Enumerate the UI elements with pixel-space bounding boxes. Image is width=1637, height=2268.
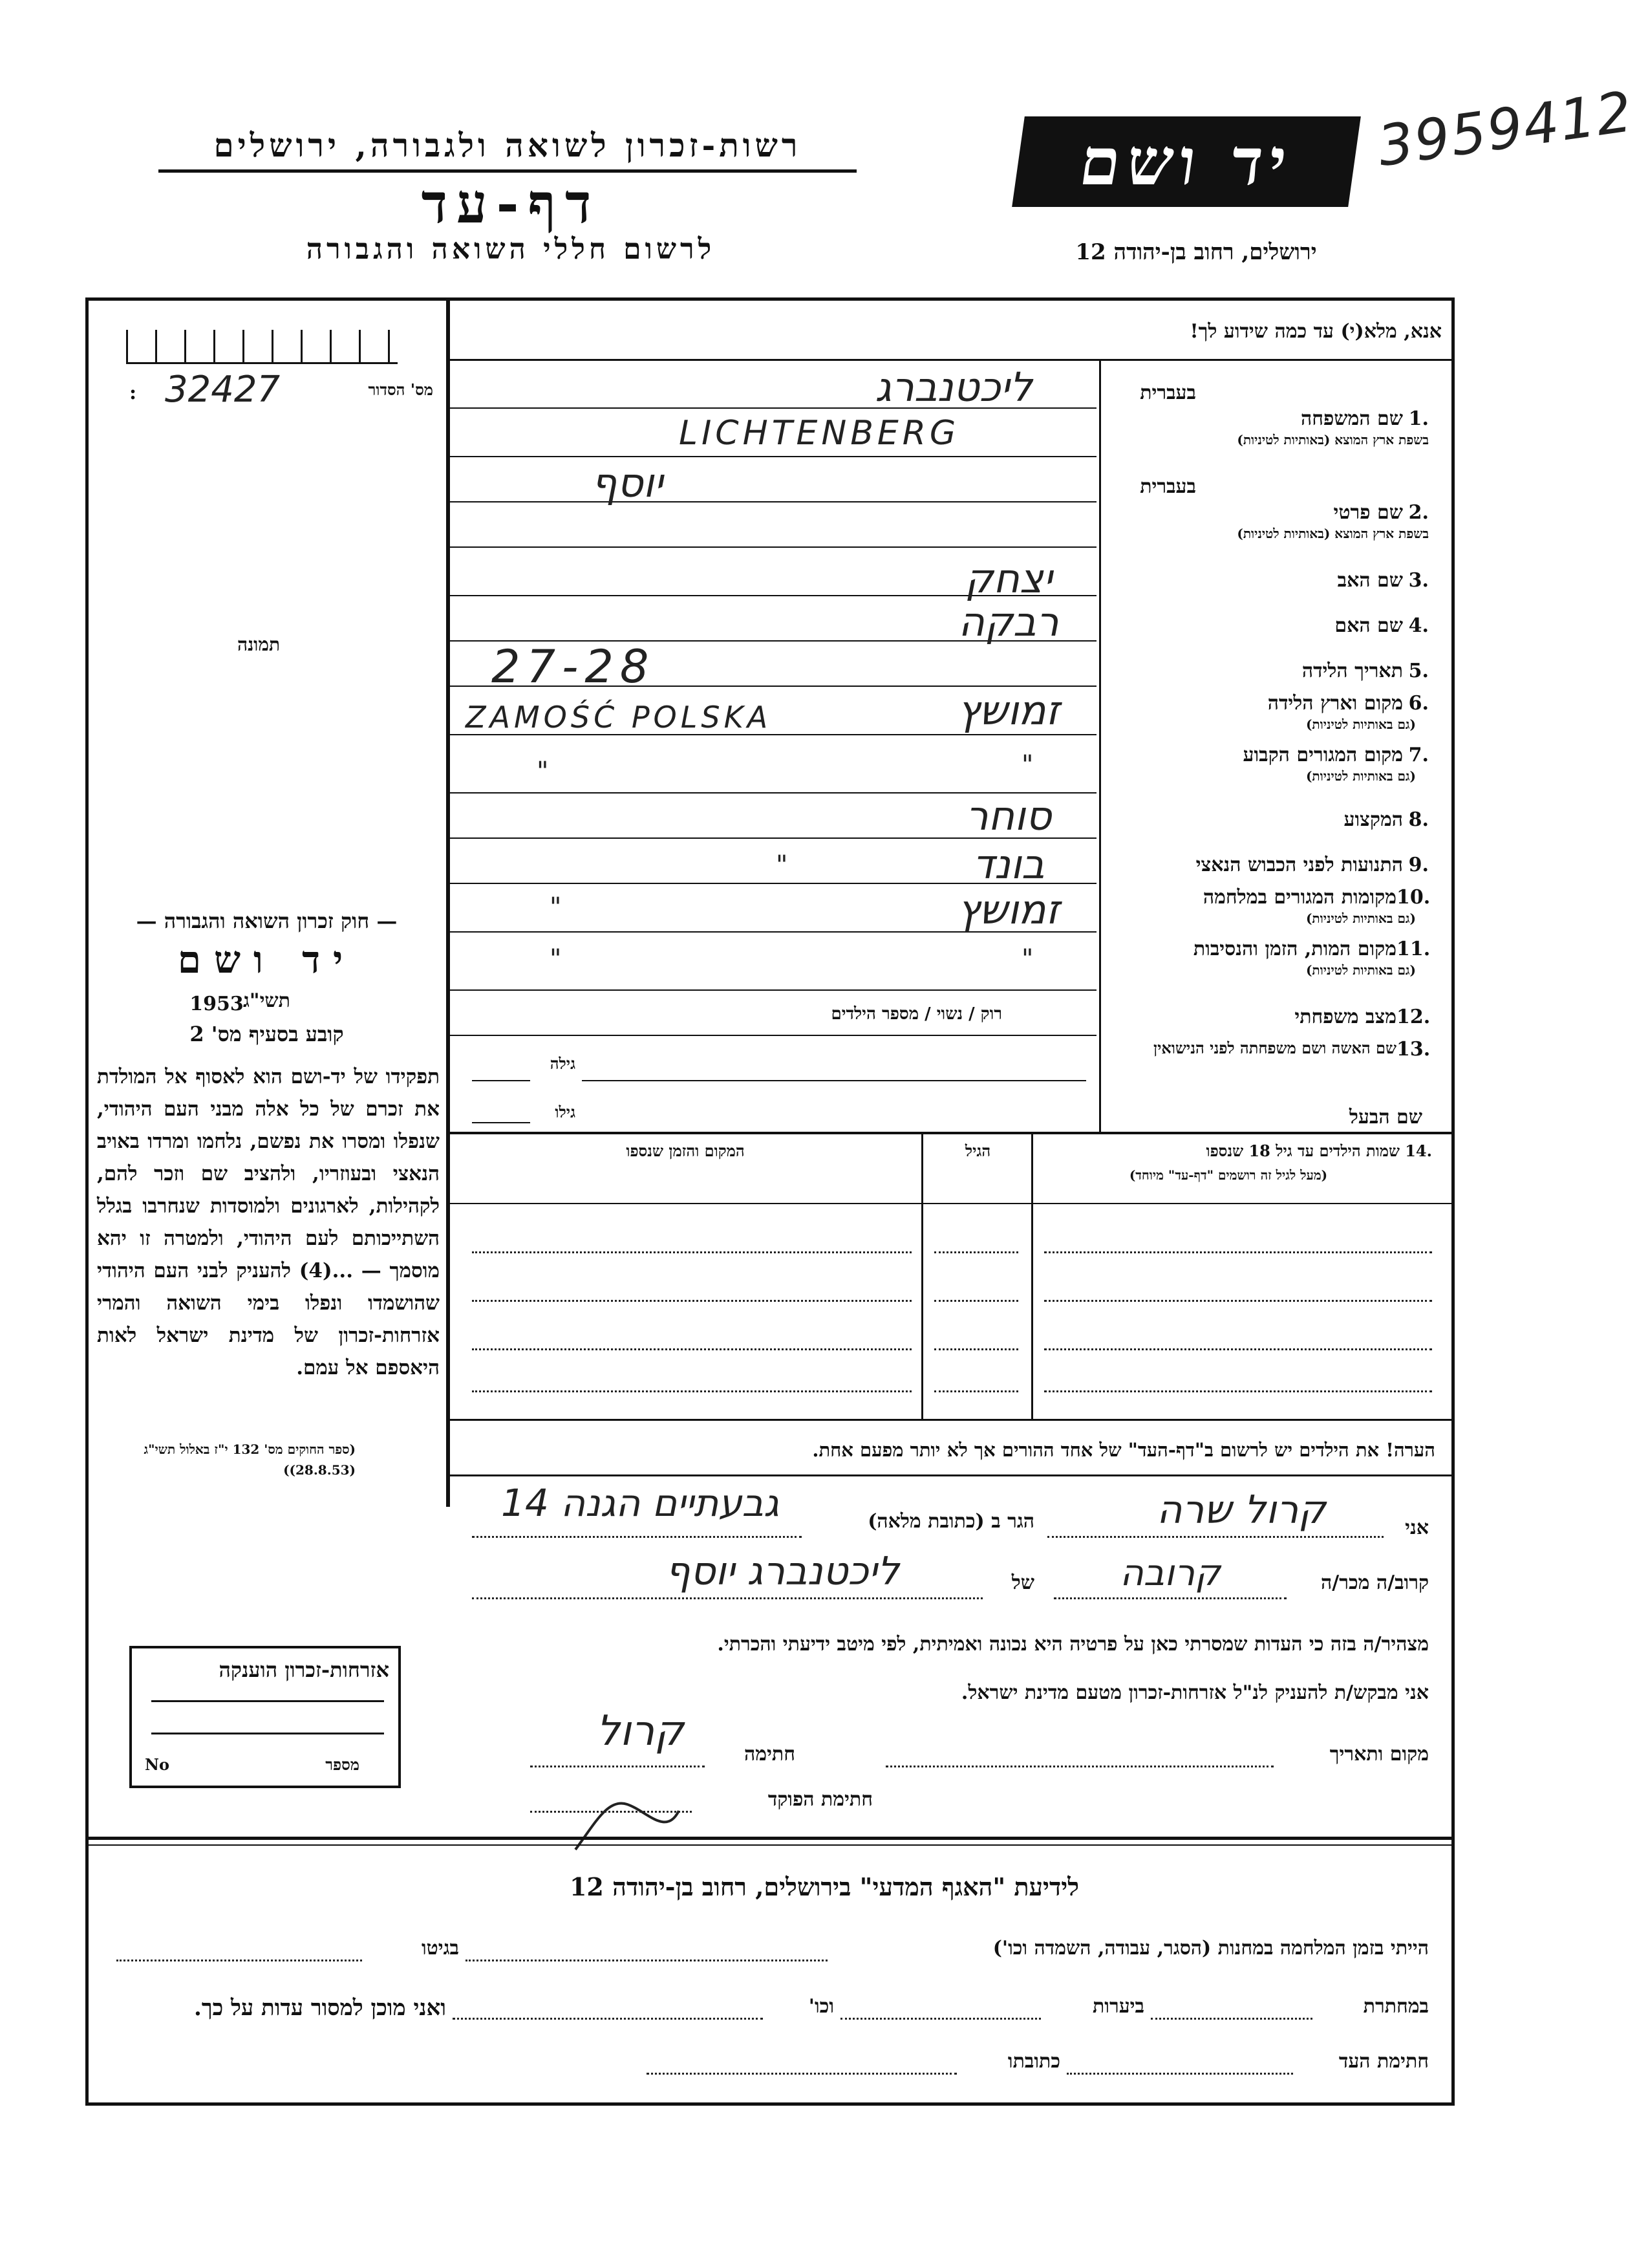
field-1-number: 1. [1408,407,1429,430]
field-7-latin-note: (גם באותיות לטיניות) [1305,768,1416,784]
law-text: תפקידו של יד-ושם הוא לאסוף אל המולדת את זכרם של כל אלה מבני העם היהודי, שנפלו ומסרו את נפשם, נלחמו ומרדו באויב הנאצי ובעוזריו, ולהציב שם וזכר להם, לקהילות, לארגונים ולמוסדות שנחרבו בגלל השתייכותם לעם היהודי, ולמטרה זו יהא מוסמך — ...(4) להעניק לבני העם היהודי שהושמדו ונפלו בימי השואה והמרי אזרחות-זכרון של מדינת ישראל לאות היאספם אל עמם. [97,1065,440,1379]
field-10-value-latin: " [550,892,562,922]
field-6-latin-note: (גם באותיות לטיניות) [1305,717,1416,732]
relative-label: קרוב/ה מכר/ה [1321,1571,1429,1594]
archive-number: 3959412 [1373,79,1637,180]
field-7-number: 7. [1408,744,1429,766]
footer-address: כתובתו [1007,2050,1060,2073]
cert-number-label: מספר [325,1755,359,1774]
field-6-number: 6. [1408,692,1429,715]
field-6-value-latin: ZAMOŚĆ POLSKA [465,700,772,735]
law-year: 1953 [189,993,244,1015]
children-names-note: (מעל לגיל זה רושמים "דף-עד" מיוחד) [1129,1167,1328,1183]
children-number: 14. [1405,1141,1432,1160]
serial-suffix: : [129,382,137,404]
field-12-number: 12. [1396,1006,1431,1028]
footer-underground: במחתרת [1363,1995,1429,2018]
footer-info: לידיעת "האגף המדעי" בירושלים, רחוב בן-יהודה 12 [569,1872,1080,1901]
children-age-header: הגיל [965,1141,991,1160]
relative-value: קרובה [1120,1552,1221,1594]
field-10-number: 10. [1396,886,1431,909]
field-13-label: שם האשה ושם משפחתה לפני הנישואין [1153,1039,1396,1057]
field-3-label: שם האב [1337,569,1403,592]
children-place-header: המקום והזמן שנספו [626,1141,745,1160]
field-5-label: תאריך הלידה [1301,660,1403,682]
field-1-label: שם המשפחה [1300,407,1403,430]
husband-label: שם הבעל [1349,1106,1422,1129]
declarant-address-label: הגר ב (כתובת מלאה) [868,1510,1034,1533]
field-2-latin-note: בשפת ארץ המוצא (באותיות לטיניות) [1237,526,1429,541]
declarant-name: קרול שרה [1157,1487,1326,1533]
field-2-value-he: יוסף [591,459,663,506]
field-1-value-latin: LICHTENBERG [679,414,960,453]
field-1-latin-note: בשפת ארץ המוצא (באותיות לטיניות) [1237,432,1429,448]
field-8-label: המקצוע [1343,808,1403,831]
serial-value: 32427 [165,369,281,411]
field-8-value: סוחר [965,792,1052,839]
in-hebrew-1: בעברית [1140,382,1196,404]
field-4-number: 4. [1408,614,1429,637]
law-year-he: תשי"ג [243,989,290,1012]
footer-forests: ביערות [1092,1995,1144,2018]
field-9-number: 9. [1408,854,1429,876]
field-6-label: מקום וארץ הלידה [1267,692,1403,715]
field-11-value-he: " [1022,944,1034,974]
field-6-value-he: זמושץ [958,687,1060,734]
official-signature-label: חתימת הפוקד [767,1788,873,1811]
serial-label: מס' הסדור [368,380,433,399]
field-11-number: 11. [1396,938,1431,960]
law-title: — חוק זכרון השואה והגבורה — [136,909,398,933]
cert-title: אזרחות-זכרון הוענקה [219,1658,389,1682]
field-9-value-latin: " [776,850,788,880]
husband-age-label: גילו [555,1103,575,1121]
declarant-i-label: אני [1405,1517,1429,1539]
field-3-number: 3. [1408,569,1429,592]
law-clause: קובע בסעיף מס' 2 [189,1022,344,1046]
signature-label: חתימה [744,1743,795,1766]
footer-camps: הייתי בזמן המלחמה במחנות (הסגר, עבודה, השמדה וכו') [992,1937,1429,1960]
field-2-number: 2. [1408,501,1429,524]
law-reference: (ספר החוקים מס' 132 י"ז באלול תשי"ג (28.8.53)) [144,1442,356,1478]
field-13-age-label: גילה [550,1054,575,1073]
request-text: אני מבקש/ת להעניק לנ"ל אזרחות-זכרון מטעם מדינת ישראל. [961,1681,1429,1704]
field-10-latin-note: (גם באותיות לטיניות) [1305,911,1416,926]
field-11-latin-note: (גם באותיות לטיניות) [1305,962,1416,978]
field-11-label: מקום המות, הזמן והנסיבות [1193,938,1396,960]
field-12-label: מצב משפחתי [1294,1006,1396,1028]
law-name: יד ושם [177,938,356,982]
page-subtitle: לרשום חללי השואה והגבורה [306,233,716,266]
address: ירושלים, רחוב בן-יהודה 12 [1075,239,1317,265]
of-value: ליכטנברג יוסף [665,1549,899,1594]
field-7-label: מקום המגורים הקבוע [1243,744,1403,766]
field-1-value-he: ליכטנברג [875,363,1032,411]
instruction: אנא, מלא(י) עד כמה שידוע לך! [1190,320,1442,343]
authority-line: רשות-זכרון לשואה ולגבורה, ירושלים [213,126,802,164]
field-7-value-he: " [1022,750,1034,780]
place-date-label: מקום ותאריך [1329,1743,1429,1766]
field-11-value-latin: " [550,944,562,974]
in-hebrew-2: בעברית [1140,475,1196,498]
field-13-number: 13. [1396,1038,1431,1061]
page-title: דף-עד [421,171,601,235]
field-3-value: יצחק [965,555,1053,602]
serial-ticks [126,330,398,362]
sidebar-divider [446,297,450,1507]
yad-vashem-logo [1012,116,1361,207]
photo-label: תמונה [237,634,281,655]
declarant-address: גבעתיים הגנה 14 [501,1481,779,1525]
field-9-label: התנועות לפני הכבוש הנאצי [1195,854,1403,876]
field-10-label: מקומות המגורים במלחמה [1203,886,1396,909]
field-12-value: רוק / נשוי / מספר הילדים [831,1004,1002,1024]
field-4-label: שם האם [1334,614,1403,637]
field-5-value: 27-28 [491,640,656,693]
field-2-label: שם פרטי [1333,501,1403,524]
cert-no: No [145,1755,169,1774]
field-5-number: 5. [1408,660,1429,682]
declaration-text: מצהיר/ה בזה כי העדות שמסרתי כאן על פרטיה היא נכונה ואמיתית, לפי מיטב ידיעתי והכרתי. [717,1633,1429,1656]
signature-value: קרול [596,1707,684,1755]
memorial-citizenship-box [129,1646,401,1788]
field-4-value: רבקה [958,598,1059,645]
of-label: של [1011,1571,1034,1594]
logo-text: יד ושם [1075,124,1298,200]
field-8-number: 8. [1408,808,1429,831]
field-7-value-latin: " [537,757,549,786]
field-10-value-he: זמושץ [958,886,1060,933]
footer-etc: וכו' [808,1995,834,2018]
field-9-value-he: בונד [972,841,1045,888]
footer-ghetto: בגיטו [421,1937,459,1960]
children-note: הערה! את הילדים יש לרשום ב"דף-העד" של אחד ההורים אך לא יותר מפעם אחת. [812,1439,1435,1461]
footer-witness-signature: חתימת העד [1338,2050,1429,2073]
children-names-header: שמות הילדים עד גיל 18 שנספו [1206,1141,1400,1160]
footer-willing: ואני מוכן למסור עדות על כך. [194,1995,446,2021]
